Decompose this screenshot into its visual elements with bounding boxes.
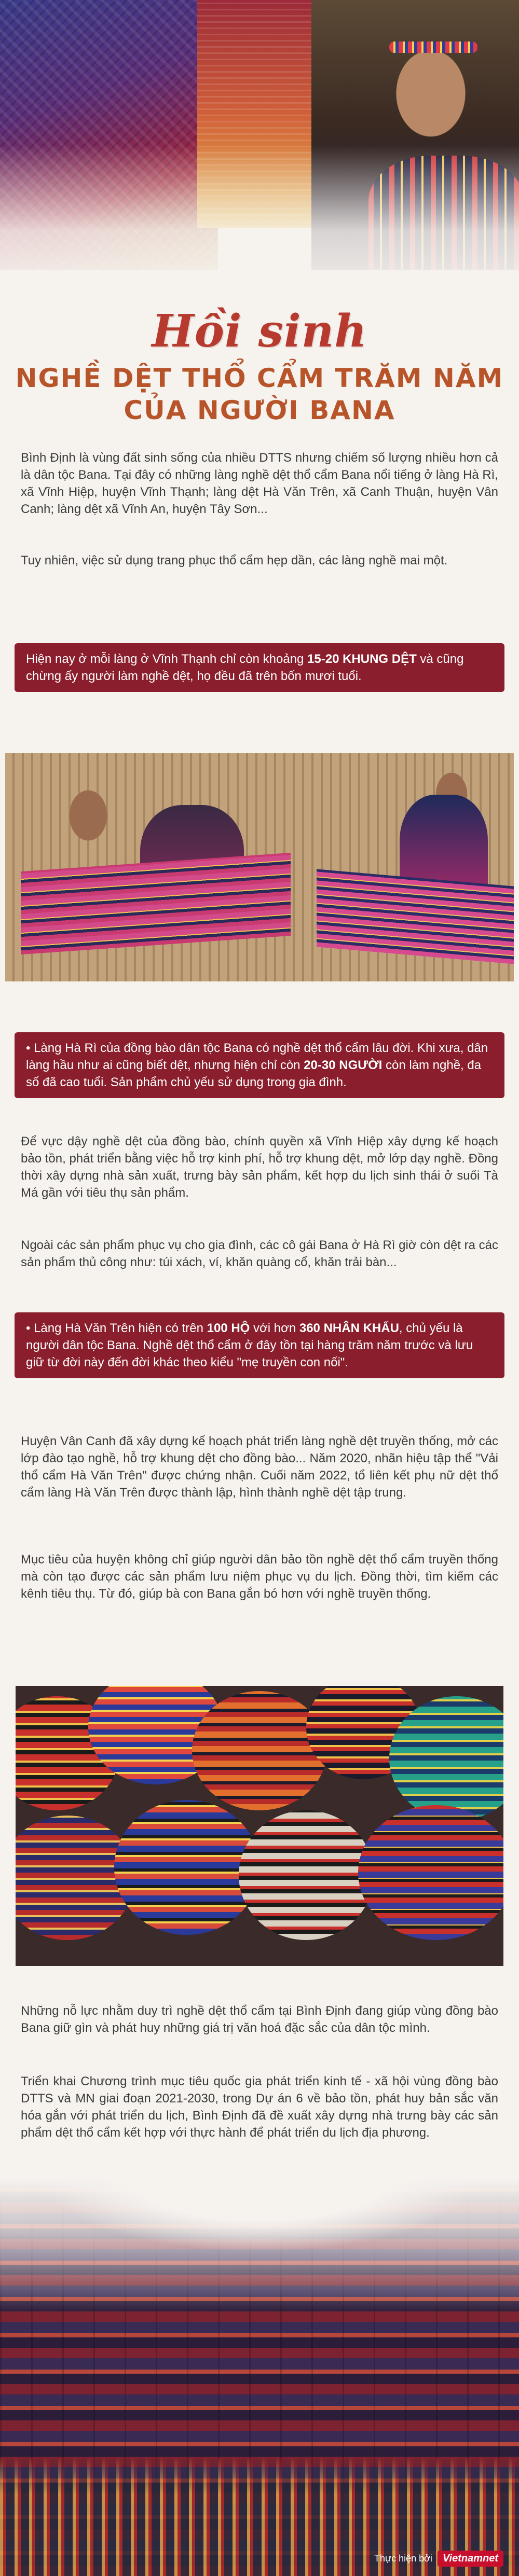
intro-paragraph: Bình Định là vùng đất sinh sống của nhiều DTTS nhưng chiếm số lượng nhiều hơn cả là dân tộc Bana. Tại đây có những làng nghề dệt thổ cẩm Bana nổi tiếng ở làng Hà Rì, xã Vĩnh Hiệp, huyện Vĩnh Thạnh; làng dệt Hà Văn Trên, xã Canh Thuận, huyện Vân Canh; làng dệt xã Vĩnh An, huyện Tây Sơn...: [21, 451, 498, 516]
hat-7: [114, 1800, 260, 1935]
highlight-1-text-a: Hiện nay ở mỗi làng ở Vĩnh Thạnh chỉ còn khoảng: [26, 652, 308, 666]
highlight-3-emphasis-people: 360 NHÂN KHẨU: [299, 1321, 399, 1335]
paragraph-van-canh: Huyện Vân Canh đã xây dựng kế hoạch phát triển làng nghề dệt truyền thống, mở các lớp đào tạo nghề, hỗ trợ khung dệt cho đồng bào... Năm 2020, nhãn hiệu tập thể "Vải thổ cẩm Hà Văn Trên" được chứng nhận. Cuối năm 2022, tổ liên kết phụ nữ dệt thổ cẩm làng Hà Văn Trên được thành lập, hình thành nghề dệt tập trung.: [21, 1434, 498, 1500]
highlight-3-text-e: , chủ yếu là người dân tộc Bana. Nghề dệt thổ cẩm ở đây tồn tại hàng trăm năm trước và lưu giữ từ đời này đến đời khác theo kiểu "mẹ truyền con nối".: [26, 1321, 473, 1369]
bottom-fade: [0, 2179, 519, 2314]
paragraph-products: Ngoài các sản phẩm phục vụ cho gia đình, các cô gái Bana ở Hà Rì giờ còn dệt ra các sản phẩm thủ công như: túi xách, ví, khăn quàng cổ, khăn trải bàn...: [21, 1238, 498, 1269]
hat-9: [358, 1805, 503, 1940]
hero-fade: [0, 145, 519, 290]
paragraph-efforts: Những nỗ lực nhằm duy trì nghề dệt thổ cẩm tại Bình Định đang giúp vùng đồng bào Bana giữ gìn và phát huy những giá trị văn hoá đặc sắc của dân tộc mình.: [21, 2004, 498, 2035]
weaving-photo: [5, 753, 514, 981]
loom-fabric-right: [317, 869, 514, 964]
title-line-2: CỦA NGƯỜI BANA: [124, 395, 395, 425]
bottom-brocade-image: [0, 2179, 519, 2576]
highlight-2-emphasis: 20-30 NGƯỜI: [304, 1058, 383, 1072]
vietnamnet-logo[interactable]: Vietnamnet: [438, 2551, 503, 2567]
brocade-hats-photo: [16, 1686, 503, 1966]
highlight-2-text-c: còn làm nghề, đa số đã cao tuổi. Sản phẩm chủ yếu sử dụng trong gia đình.: [26, 1058, 482, 1089]
hat-3: [192, 1691, 327, 1810]
loom-fabric-left: [21, 853, 291, 954]
intro-paragraph-2: Tuy nhiên, việc sử dụng trang phục thổ cẩm hẹp dần, các làng nghề mai một.: [21, 553, 448, 567]
highlight-3-text-c: với hơn: [250, 1321, 299, 1335]
credit: [374, 2551, 503, 2567]
paragraph-goals: Mục tiêu của huyện không chỉ giúp người dân bảo tồn nghề dệt thổ cẩm truyền thống mà còn tạo được các sản phẩm lưu niệm phục vụ du lịch. Đồng thời, tìm kiếm các kênh tiêu thụ. Từ đó, giúp bà con Bana gắn bó hơn với nghề truyền thống.: [21, 1553, 498, 1601]
highlight-1-text-c: và cũng chừng ấy người làm nghề dệt, họ đều đã trên bốn mươi tuổi.: [26, 652, 464, 683]
credit-label: Thực hiện bởi: [374, 2553, 432, 2564]
highlight-box-1: [15, 643, 504, 692]
paragraph-support: Để vực dậy nghề dệt của đồng bào, chính quyền xã Vĩnh Hiệp xây dựng kế hoạch bảo tồn, phát triển bằng việc hỗ trợ kinh phí, hỗ trợ khung dệt, mở lớp dạy nghề. Đồng thời xây dựng nhà sản xuất, trưng bày sản phẩm, kết hợp du lịch sinh thái ở suối Tà Má gần với tiêu thụ sản phẩm.: [21, 1134, 498, 1200]
title-line-1: NGHỀ DỆT THỔ CẨM TRĂM NĂM: [15, 363, 504, 393]
highlight-2-text-a: • Làng Hà Rì của đồng bào dân tộc Bana có nghề dệt thổ cẩm lâu đời. Khi xưa, dân làng hầu như ai cũng biết dệt, nhưng hiện chỉ còn: [26, 1041, 488, 1072]
title-script: Hồi sinh: [152, 305, 367, 357]
headband: [389, 41, 477, 53]
paragraph-program: Triển khai Chương trình mục tiêu quốc gia phát triển kinh tế - xã hội vùng đồng bào DTTS và MN giai đoạn 2021-2030, trong Dự án 6 về bảo tồn, phát huy bản sắc văn hóa gắn với phát triển du lịch, Bình Định đã đề xuất xây dựng nhà trưng bày các sản phẩm dệt thổ cẩm kết hợp với thực hành để phát triển du lịch địa phương.: [21, 2074, 498, 2140]
highlight-3-text-a: • Làng Hà Văn Trên hiện có trên: [26, 1321, 207, 1335]
highlight-box-2: [15, 1032, 504, 1098]
hero-image: [0, 0, 519, 290]
highlight-box-3: [15, 1312, 504, 1378]
highlight-1-emphasis: 15-20 KHUNG DỆT: [307, 652, 417, 666]
hat-8: [239, 1810, 374, 1940]
highlight-3-emphasis-households: 100 HỘ: [207, 1321, 250, 1335]
